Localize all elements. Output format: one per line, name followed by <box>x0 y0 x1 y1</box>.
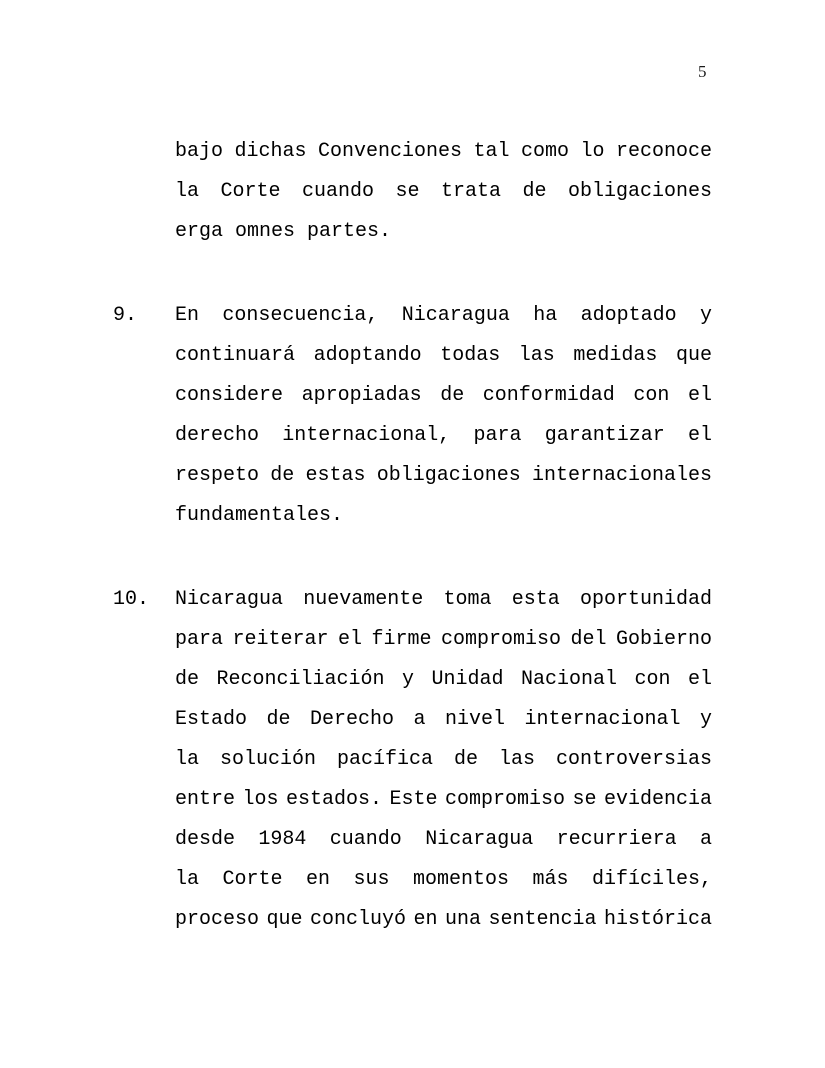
text-line: fundamentales. <box>175 504 344 527</box>
text-line: Nicaragua nuevamente toma esta oportunidad <box>175 588 712 611</box>
text-line: considere apropiadas de conformidad con el <box>175 384 712 407</box>
paragraph-number <box>113 132 175 252</box>
text-line: respeto de estas obligaciones internacionales <box>175 464 712 487</box>
document-content <box>113 132 712 940</box>
text-line: la solución pacífica de las controversias <box>175 748 712 771</box>
text-line: la Corte en sus momentos más difíciles, <box>175 868 712 891</box>
paragraph-9 <box>113 296 712 536</box>
paragraph-body <box>175 580 712 940</box>
paragraph-body <box>175 296 712 536</box>
text-line: proceso que concluyó en una sentencia histórica <box>175 908 712 931</box>
text-line: de Reconciliación y Unidad Nacional con el <box>175 668 712 691</box>
text-line: entre los estados. Este compromiso se evidencia <box>175 788 712 811</box>
paragraph-10 <box>113 580 712 940</box>
paragraph-body <box>175 132 712 252</box>
text-line: derecho internacional, para garantizar el <box>175 424 712 447</box>
paragraph-number: 10. <box>113 588 150 611</box>
text-line: la Corte cuando se trata de obligaciones <box>175 180 712 203</box>
text-line: continuará adoptando todas las medidas que <box>175 344 712 367</box>
text-line: erga omnes partes. <box>175 220 392 243</box>
paragraph-number: 9. <box>113 304 138 327</box>
text-line: En consecuencia, Nicaragua ha adoptado y <box>175 304 712 327</box>
text-line: desde 1984 cuando Nicaragua recurriera a <box>175 828 712 851</box>
text-line: para reiterar el firme compromiso del Gobierno <box>175 628 712 651</box>
paragraph-continuation <box>113 132 712 252</box>
text-line: Estado de Derecho a nivel internacional y <box>175 708 712 731</box>
page-number: 5 <box>698 62 707 81</box>
text-line: bajo dichas Convenciones tal como lo reconoce <box>175 140 712 163</box>
